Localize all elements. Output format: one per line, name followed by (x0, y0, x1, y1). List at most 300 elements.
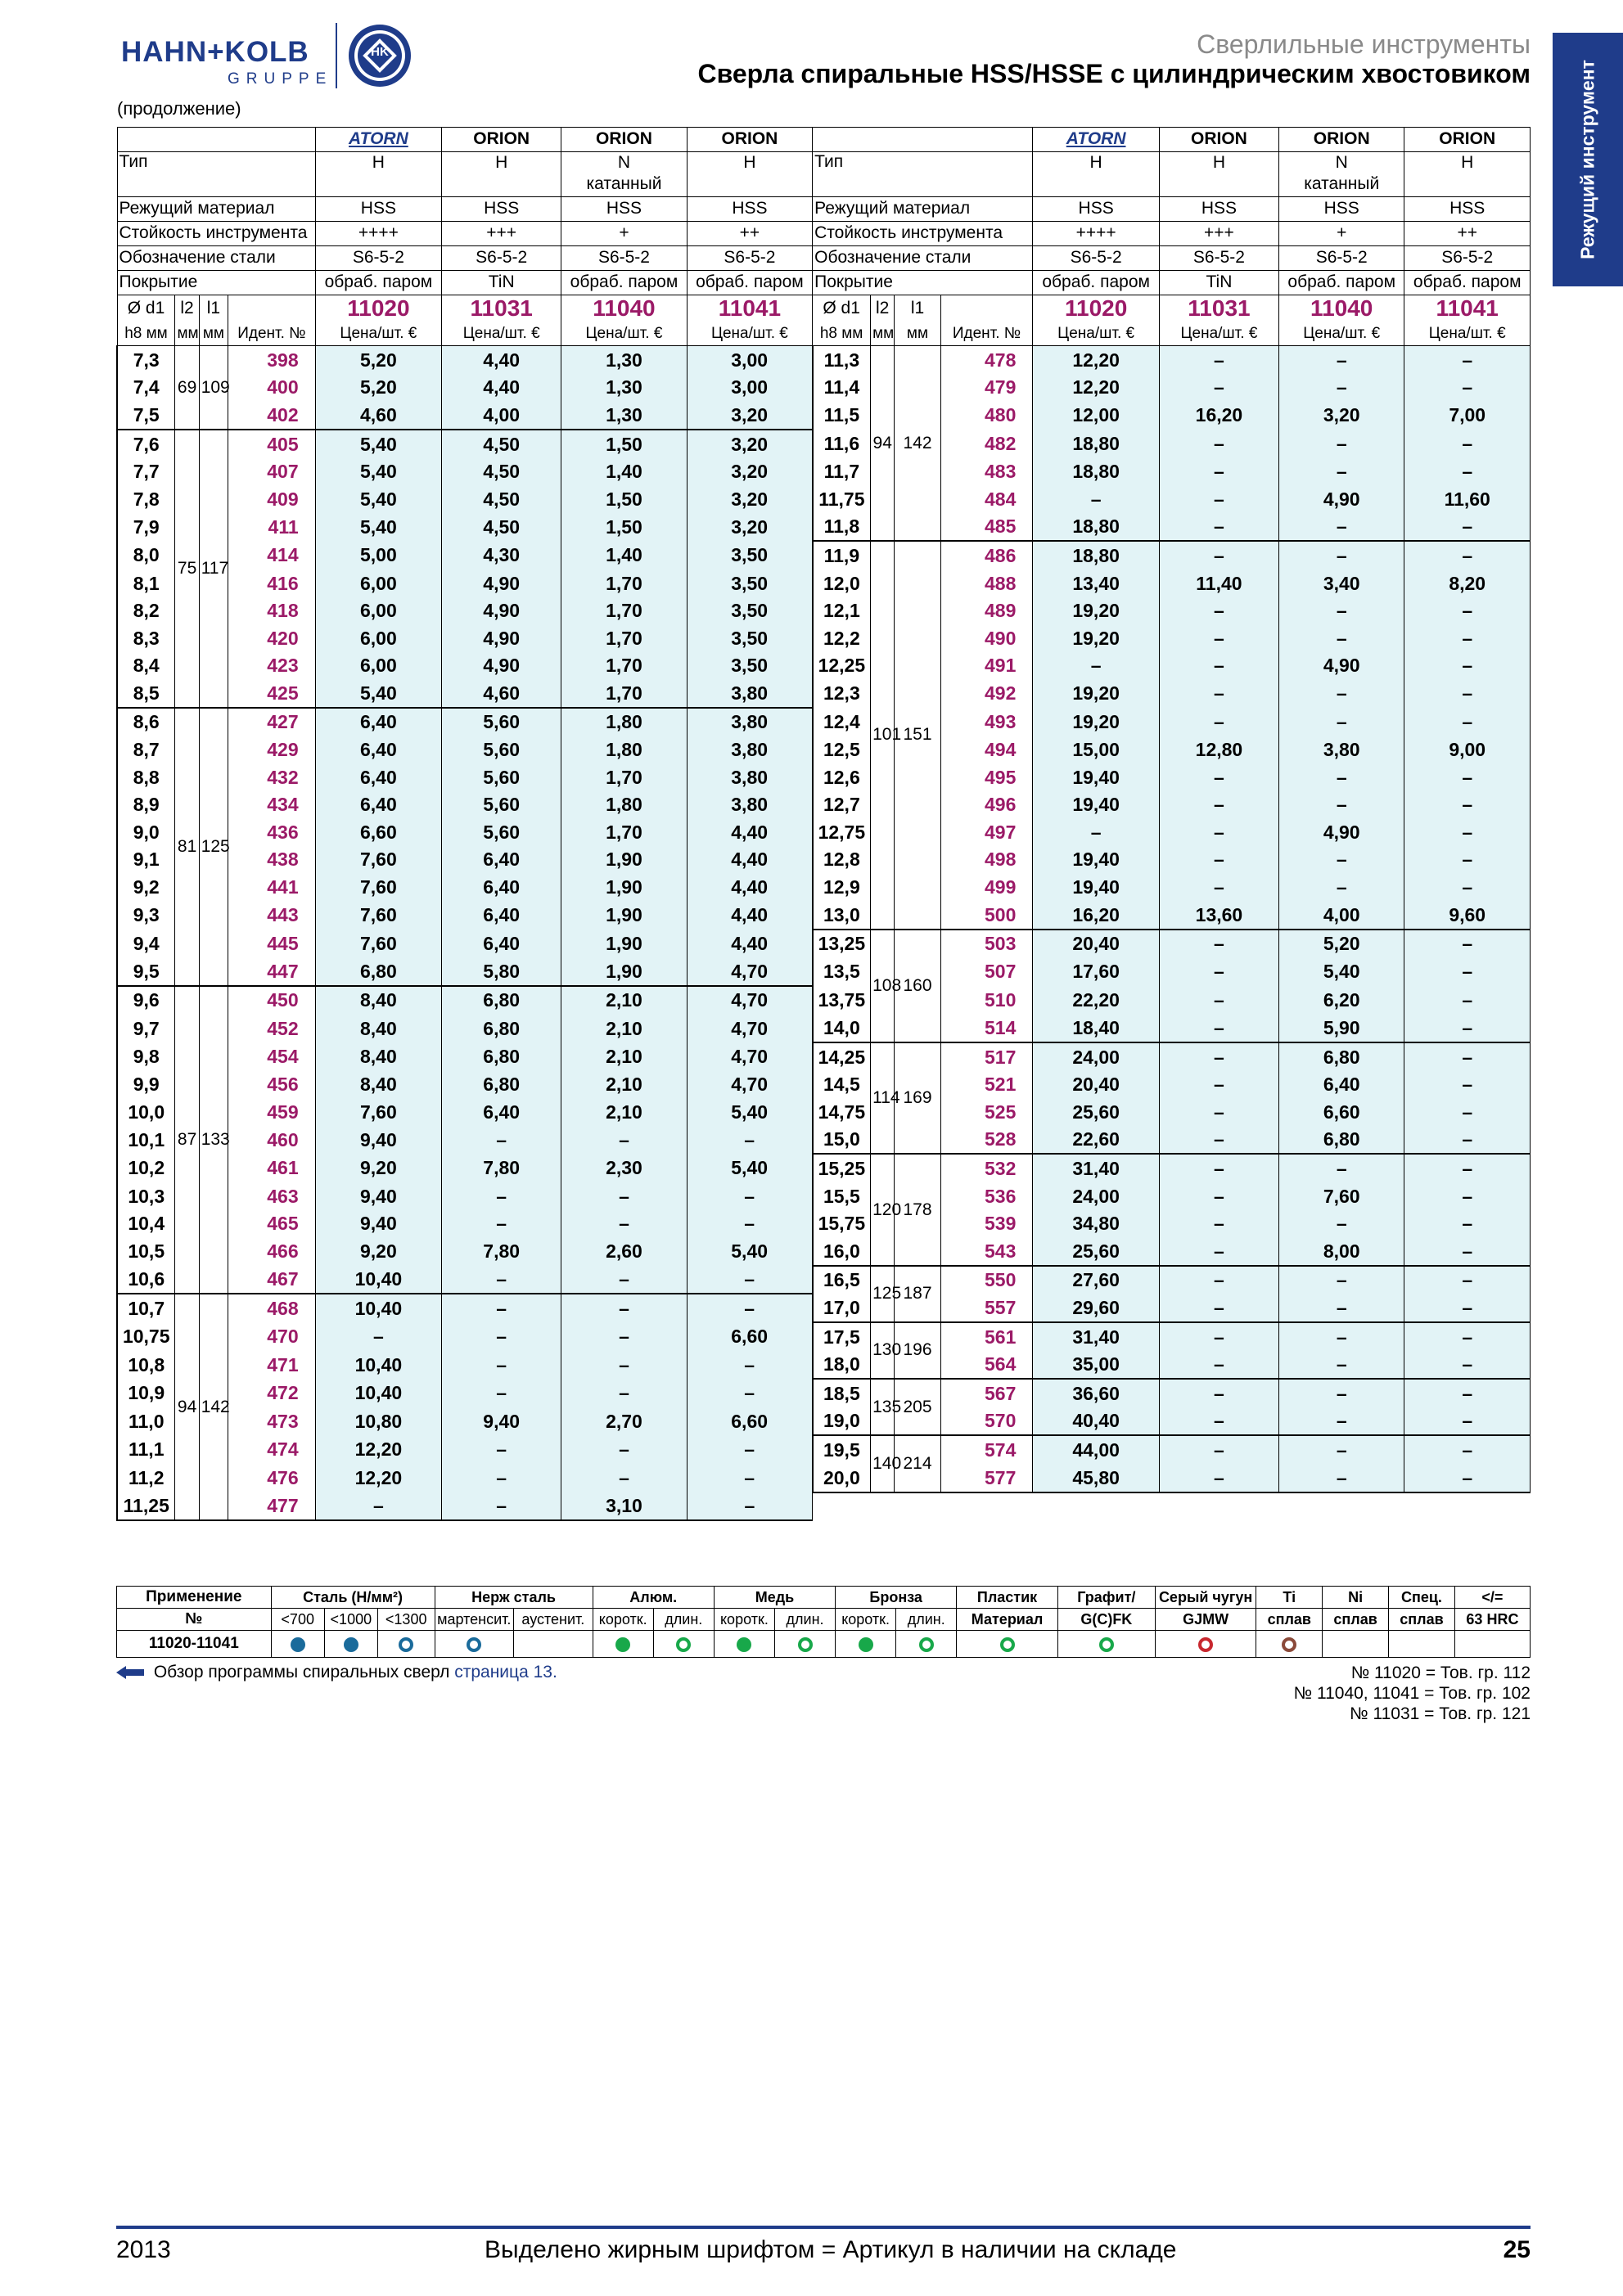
total-length-l1: 142 (895, 346, 940, 542)
price-cell: 1,30 (561, 346, 687, 374)
type-row (117, 152, 1531, 197)
ident-number: 477 (228, 1492, 315, 1521)
price-cell: 3,00 (687, 374, 812, 402)
suitability-cell (1256, 1631, 1323, 1658)
price-cell: – (1404, 1266, 1531, 1294)
suitability-cell (377, 1631, 435, 1658)
price-cell: 6,40 (315, 791, 441, 819)
type-code: N (617, 153, 631, 172)
price-cell: 3,20 (687, 401, 812, 430)
ident-number: 465 (228, 1210, 315, 1238)
shank-length-l2: 120 (871, 1154, 895, 1265)
shank-length-l2: 87 (175, 986, 199, 1294)
price-cell: 5,40 (687, 1154, 812, 1182)
diameter-cell: 8,7 (117, 736, 175, 764)
price-cell: 25,60 (1033, 1237, 1159, 1266)
suitability-dot-icon (737, 1637, 751, 1652)
page-number: 25 (1503, 2236, 1531, 2263)
orion-brand-label: ORION (596, 129, 652, 149)
price-cell: 18,80 (1033, 458, 1159, 486)
total-length-l1: 109 (199, 346, 228, 430)
orion-brand-label: ORION (1191, 129, 1247, 149)
price-cell: – (1159, 1464, 1278, 1492)
diameter-cell: 13,75 (813, 986, 871, 1015)
coating-row (117, 271, 1531, 295)
diameter-cell: 7,5 (117, 401, 175, 430)
coating-cell: TiN (1159, 271, 1278, 295)
table-row (117, 873, 1531, 901)
price-cell: – (1159, 430, 1278, 458)
application-no-label: № (117, 1609, 272, 1631)
footer-rule (116, 2226, 1531, 2229)
price-cell: 15,00 (1033, 736, 1159, 764)
table-row (117, 624, 1531, 652)
side-section-tab (1553, 33, 1623, 286)
price-cell: 2,70 (561, 1407, 687, 1436)
diameter-cell: 10,7 (117, 1294, 175, 1322)
column-unit: h8 мм (117, 322, 175, 346)
price-cell: 5,40 (687, 1098, 812, 1126)
price-cell: 9,40 (315, 1210, 441, 1238)
table-row (117, 1182, 1531, 1210)
price-cell: 9,40 (315, 1126, 441, 1155)
price-cell: – (1404, 1294, 1531, 1322)
price-cell: 3,80 (687, 679, 812, 708)
price-cell: 4,70 (687, 1014, 812, 1042)
diameter-cell: 12,1 (813, 597, 871, 625)
price-cell: – (1404, 1154, 1531, 1182)
ident-number: 420 (228, 624, 315, 652)
price-cell: 6,40 (442, 873, 561, 901)
diameter-cell: 14,25 (813, 1042, 871, 1071)
price-cell: – (1159, 763, 1278, 791)
ident-number: 427 (228, 708, 315, 736)
price-cell: 5,40 (315, 513, 441, 542)
price-cell: – (1159, 679, 1278, 708)
product-number: 11040 (561, 295, 687, 322)
price-cell: 6,80 (442, 1042, 561, 1071)
price-cell: – (687, 1182, 812, 1210)
material-subgroup: G(C)FK (1057, 1609, 1155, 1631)
ident-number: 416 (228, 569, 315, 597)
price-cell: – (1404, 818, 1531, 846)
total-length-l1: 196 (895, 1322, 940, 1379)
diameter-cell: 9,1 (117, 846, 175, 874)
ident-number: 434 (228, 791, 315, 819)
ident-number: 411 (228, 513, 315, 542)
diameter-cell: 16,0 (813, 1237, 871, 1266)
brand-cell (687, 128, 812, 152)
price-cell: 1,40 (561, 541, 687, 569)
diameter-cell: 15,75 (813, 1210, 871, 1238)
steel-cell: S6-5-2 (1279, 246, 1404, 271)
price-cell: 7,60 (315, 873, 441, 901)
ident-number: 485 (940, 513, 1033, 542)
price-cell: 3,50 (687, 541, 812, 569)
price-cell: 3,00 (687, 346, 812, 374)
price-cell: 24,00 (1033, 1182, 1159, 1210)
type-cell (1279, 152, 1404, 197)
coating-cell: обраб. паром (1033, 271, 1159, 295)
price-cell: 6,60 (687, 1407, 812, 1436)
price-cell: – (442, 1294, 561, 1322)
price-cell: 6,40 (442, 901, 561, 930)
price-cell: 7,60 (315, 901, 441, 930)
price-cell: – (1279, 1294, 1404, 1322)
diameter-cell: 8,0 (117, 541, 175, 569)
product-number: 11041 (1404, 295, 1531, 322)
price-cell: 10,80 (315, 1407, 441, 1436)
ident-number: 463 (228, 1182, 315, 1210)
price-cell: 20,40 (1033, 1071, 1159, 1099)
durability-cell: +++ (442, 222, 561, 246)
ident-number: 570 (940, 1407, 1033, 1436)
ident-number: 498 (940, 846, 1033, 874)
diameter-cell: 12,4 (813, 708, 871, 736)
table-row (117, 430, 1531, 458)
ident-number: 503 (940, 930, 1033, 958)
table-body (117, 346, 1531, 1520)
atorn-brand-logo: ATORN (349, 129, 408, 149)
price-cell: 6,00 (315, 569, 441, 597)
material-subgroup: коротк. (714, 1609, 774, 1631)
price-cell: 4,90 (442, 652, 561, 680)
brand-cell (1279, 128, 1404, 152)
ident-number: 466 (228, 1237, 315, 1266)
column-header: l1 (895, 295, 940, 322)
price-cell: – (1404, 1210, 1531, 1238)
footer-year: 2013 (116, 2236, 171, 2263)
material-group: Пластик (957, 1587, 1058, 1609)
price-cell: 4,40 (687, 901, 812, 930)
price-cell: 4,90 (442, 597, 561, 625)
column-header (228, 295, 315, 322)
price-cell: 2,10 (561, 986, 687, 1015)
price-cell: 3,20 (1279, 401, 1404, 430)
price-cell: – (1279, 791, 1404, 819)
type-code: H (495, 153, 508, 172)
product-group-ref: № 11031 = Тов. гр. 121 (1350, 1704, 1531, 1723)
price-cell: – (1279, 1407, 1404, 1436)
diameter-cell: 19,0 (813, 1407, 871, 1436)
table-row (117, 957, 1531, 986)
application-product-range: 11020-11041 (117, 1631, 272, 1658)
price-cell: – (1159, 957, 1278, 986)
price-cell: 5,80 (442, 957, 561, 986)
price-cell: 5,00 (315, 541, 441, 569)
ident-number: 507 (940, 957, 1033, 986)
product-group-refs (1294, 1663, 1531, 1724)
price-cell: 5,60 (442, 736, 561, 764)
arrow-left-icon (116, 1666, 144, 1679)
price-cell: – (561, 1210, 687, 1238)
ident-number: 491 (940, 652, 1033, 680)
material-group: Ti (1256, 1587, 1323, 1609)
price-cell: – (1159, 1294, 1278, 1322)
price-cell: 4,70 (687, 986, 812, 1015)
application-values-row (117, 1631, 1531, 1658)
price-cell: 5,20 (315, 346, 441, 374)
ident-number: 517 (940, 1042, 1033, 1071)
price-cell: 4,70 (687, 1071, 812, 1099)
footer-legend: Выделено жирным шрифтом = Артикул в наличии на складе (485, 2236, 1177, 2263)
price-cell: – (687, 1435, 812, 1464)
diameter-cell: 16,5 (813, 1266, 871, 1294)
diameter-cell: 8,2 (117, 597, 175, 625)
product-group-ref: № 11040, 11041 = Тов. гр. 102 (1293, 1684, 1531, 1703)
ident-number: 398 (228, 346, 315, 374)
ident-number: 402 (228, 401, 315, 430)
diameter-cell: 8,3 (117, 624, 175, 652)
price-cell: 22,20 (1033, 986, 1159, 1015)
material-subgroup: длин. (653, 1609, 714, 1631)
price-cell: – (1404, 957, 1531, 986)
suitability-cell (514, 1631, 593, 1658)
price-cell: 12,20 (1033, 374, 1159, 402)
price-cell: 5,60 (442, 763, 561, 791)
ident-number: 414 (228, 541, 315, 569)
price-cell: 4,70 (687, 1042, 812, 1071)
price-cell: 31,40 (1033, 1154, 1159, 1182)
price-cell: – (561, 1294, 687, 1322)
diameter-cell: 19,5 (813, 1435, 871, 1464)
price-header: Цена/шт. € (315, 322, 441, 346)
price-cell: 3,80 (687, 763, 812, 791)
material-group: </= (1454, 1587, 1530, 1609)
table-row (117, 1126, 1531, 1155)
coating-cell: обраб. паром (1404, 271, 1531, 295)
price-cell: 11,40 (1159, 569, 1278, 597)
suitability-cell (836, 1631, 896, 1658)
steel-cell: S6-5-2 (315, 246, 441, 271)
price-cell: – (1279, 1435, 1404, 1464)
material-subgroup: <1300 (377, 1609, 435, 1631)
diameter-cell: 13,0 (813, 901, 871, 930)
diameter-cell: 10,2 (117, 1154, 175, 1182)
price-cell: – (1159, 597, 1278, 625)
suitability-cell (435, 1631, 514, 1658)
diameter-cell: 9,6 (117, 986, 175, 1015)
price-cell: – (687, 1126, 812, 1155)
suitability-cell (324, 1631, 377, 1658)
price-cell: – (1404, 1237, 1531, 1266)
brand-cell (315, 128, 441, 152)
material-cell: HSS (1159, 197, 1278, 222)
shank-length-l2: 75 (175, 430, 199, 708)
table-row (117, 791, 1531, 819)
table-row (117, 1351, 1531, 1380)
table-row (117, 1210, 1531, 1238)
price-cell: 7,80 (442, 1154, 561, 1182)
shank-length-l2: 81 (175, 708, 199, 986)
diameter-cell: 11,4 (813, 374, 871, 402)
brand-logo (121, 18, 416, 92)
price-cell: – (442, 1266, 561, 1294)
suitability-dot-icon (1099, 1637, 1114, 1652)
material-cell: HSS (1404, 197, 1531, 222)
type-note: катанный (586, 174, 662, 193)
price-cell: 7,60 (315, 846, 441, 874)
price-cell: – (687, 1492, 812, 1521)
price-cell: 5,60 (442, 791, 561, 819)
table-row (117, 1071, 1531, 1099)
price-cell: 19,40 (1033, 846, 1159, 874)
diameter-cell: 12,7 (813, 791, 871, 819)
price-cell: 18,80 (1033, 430, 1159, 458)
shank-length-l2: 94 (175, 1294, 199, 1520)
ident-number: 514 (940, 1014, 1033, 1042)
price-cell: 5,40 (687, 1237, 812, 1266)
ident-number: 459 (228, 1098, 315, 1126)
price-cell: 3,40 (1279, 569, 1404, 597)
ident-number: 492 (940, 679, 1033, 708)
coating-cell: TiN (442, 271, 561, 295)
ident-number: 497 (940, 818, 1033, 846)
diameter-cell: 12,3 (813, 679, 871, 708)
column-header: Ø d1 (813, 295, 871, 322)
price-cell: – (1159, 791, 1278, 819)
price-cell: – (1159, 541, 1278, 569)
price-cell: 9,40 (315, 1182, 441, 1210)
material-subgroup: сплав (1323, 1609, 1389, 1631)
logo-group-text: GRUPPE (228, 70, 333, 88)
logo-divider (336, 23, 337, 88)
column-unit: мм (175, 322, 199, 346)
price-cell: 4,70 (687, 957, 812, 986)
price-cell: – (315, 1492, 441, 1521)
price-cell: 6,40 (442, 930, 561, 958)
price-cell: 3,80 (687, 791, 812, 819)
ident-number: 543 (940, 1237, 1033, 1266)
application-subheader-row (117, 1609, 1531, 1631)
price-cell: – (1404, 846, 1531, 874)
diameter-cell: 7,4 (117, 374, 175, 402)
type-label: Тип (813, 152, 1033, 197)
price-cell: 4,90 (442, 624, 561, 652)
ident-number: 539 (940, 1210, 1033, 1238)
price-cell: – (1159, 513, 1278, 542)
price-cell: 1,90 (561, 957, 687, 986)
diameter-cell: 10,0 (117, 1098, 175, 1126)
price-cell: 3,80 (1279, 736, 1404, 764)
price-cell: – (1404, 791, 1531, 819)
material-subgroup: длин. (896, 1609, 957, 1631)
total-length-l1: 125 (199, 708, 228, 986)
price-cell: 19,40 (1033, 873, 1159, 901)
table-row (117, 736, 1531, 764)
price-cell: 40,40 (1033, 1407, 1159, 1436)
coating-label: Покрытие (813, 271, 1033, 295)
ident-number: 577 (940, 1464, 1033, 1492)
price-cell: – (1404, 513, 1531, 542)
ident-number: 409 (228, 485, 315, 513)
table-header (117, 128, 1531, 346)
ident-number: 489 (940, 597, 1033, 625)
continued-label: (продолжение) (117, 98, 241, 119)
column-header: l2 (175, 295, 199, 322)
price-cell: 1,70 (561, 818, 687, 846)
total-length-l1: 178 (895, 1154, 940, 1265)
price-cell: 6,80 (1279, 1042, 1404, 1071)
product-number: 11041 (687, 295, 812, 322)
diameter-cell: 10,6 (117, 1266, 175, 1294)
diameter-cell: 10,9 (117, 1379, 175, 1407)
price-cell: – (561, 1322, 687, 1351)
price-cell: 7,60 (315, 1098, 441, 1126)
steel-cell: S6-5-2 (1404, 246, 1531, 271)
ident-number: 550 (940, 1266, 1033, 1294)
price-cell: 24,00 (1033, 1042, 1159, 1071)
material-group: Ni (1323, 1587, 1389, 1609)
price-cell: – (561, 1464, 687, 1492)
diameter-cell: 15,0 (813, 1126, 871, 1155)
price-cell: 1,70 (561, 569, 687, 597)
price-cell: 5,20 (315, 374, 441, 402)
column-unit: мм (871, 322, 895, 346)
table-row (117, 1379, 1531, 1407)
overview-page-link[interactable]: страница 13. (454, 1663, 557, 1681)
price-cell: – (1159, 624, 1278, 652)
type-label: Тип (117, 152, 315, 197)
price-cell: 7,80 (442, 1237, 561, 1266)
suitability-dot-icon (676, 1637, 691, 1652)
price-cell: 4,00 (1279, 901, 1404, 930)
price-cell: – (1404, 624, 1531, 652)
price-cell: – (1159, 1042, 1278, 1071)
price-cell: – (1404, 1379, 1531, 1407)
ident-number: 561 (940, 1322, 1033, 1351)
price-cell: 8,00 (1279, 1237, 1404, 1266)
suitability-cell (653, 1631, 714, 1658)
diameter-cell: 15,25 (813, 1154, 871, 1182)
price-cell: – (1279, 873, 1404, 901)
material-group: Спец. (1389, 1587, 1455, 1609)
table-row (117, 541, 1531, 569)
price-cell: – (1159, 458, 1278, 486)
material-subgroup: мартенсит. (435, 1609, 514, 1631)
price-cell: 4,90 (1279, 485, 1404, 513)
price-cell: 4,60 (442, 679, 561, 708)
price-cell: 19,40 (1033, 763, 1159, 791)
price-cell: – (1279, 846, 1404, 874)
price-cell: 1,40 (561, 458, 687, 486)
price-cell: – (1279, 458, 1404, 486)
price-cell: 6,80 (442, 1014, 561, 1042)
price-cell: 6,80 (442, 986, 561, 1015)
table-row (117, 1098, 1531, 1126)
price-cell: 11,60 (1404, 485, 1531, 513)
price-cell: 5,60 (442, 708, 561, 736)
price-cell: 2,60 (561, 1237, 687, 1266)
material-subgroup: <700 (271, 1609, 324, 1631)
product-number-row (117, 295, 1531, 322)
shank-length-l2: 108 (871, 930, 895, 1042)
price-cell: 6,80 (1279, 1126, 1404, 1155)
column-unit: Идент. № (228, 322, 315, 346)
price-cell: – (1279, 430, 1404, 458)
type-cell (687, 152, 812, 197)
column-unit: h8 мм (813, 322, 871, 346)
empty-cell (813, 1492, 1531, 1521)
price-cell: 7,00 (1404, 401, 1531, 430)
price-cell: – (1279, 513, 1404, 542)
price-cell: 4,40 (687, 873, 812, 901)
durability-cell: +++ (1159, 222, 1278, 246)
orion-brand-label: ORION (721, 129, 778, 149)
price-cell: – (1159, 1351, 1278, 1380)
column-unit: мм (895, 322, 940, 346)
diameter-cell: 12,5 (813, 736, 871, 764)
